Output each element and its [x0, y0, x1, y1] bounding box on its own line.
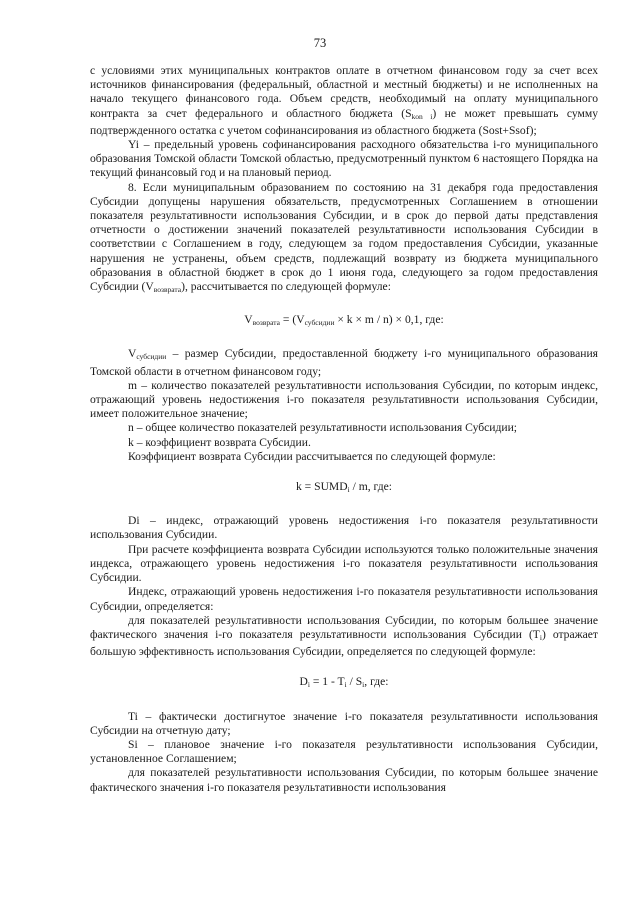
page-number: 73	[313, 36, 327, 50]
paragraph-higher-is-better-continued: для показателей результативности использования Субсидии, по которым большее значение фактического значения i-го показателя результативности использования	[90, 766, 598, 794]
paragraph-si-definition: Si – плановое значение i-го показателя результативности использования Субсидии, установленное Соглашением;	[90, 737, 598, 766]
paragraph-k-formula-intro: Коэффициент возврата Субсидии рассчитывается по следующей формуле:	[128, 449, 496, 463]
paragraph-yi-definition: Yi – предельный уровень софинансирования расходного обязательства i-го муниципального образования Томской области Томской областью, предусмотренный пунктом 6 настоящего Порядка на текущий финансовый год и на плановый период.	[90, 138, 598, 180]
document-body	[90, 64, 598, 795]
formula-di: $D_i = 1 - T_i / S_i$, где:	[299, 675, 389, 690]
paragraph-continuation: с условиями этих муниципальных контрактов оплате в отчетном финансовом году за счет всех источников финансирования (федеральный, областной и местный бюджеты) и не исполненных на начало текущего финансового года. Объем средств, необходимый на оплату муниципального контракта за счет федерального и областного бюджета $(S_{kon i})$ не может превышать сумму подтвержденного остатка с учетом софинансирования из областного бюджета (Sost+Ssof);	[90, 64, 598, 137]
paragraph-m-definition: m – количество показателей результативности использования Субсидии, по которым индекс, отражающий уровень недостижения i-го показателя результативности использования Субсидии, имеет положительное значение;	[90, 378, 598, 421]
paragraph-index-determination: Индекс, отражающий уровень недостижения i-го показателя результативности использования Субсидии, определяется:	[90, 585, 598, 613]
paragraph-di-definition: Di – индекс, отражающий уровень недостижения i-го показателя результативности использования Субсидии.	[90, 514, 598, 542]
paragraph-k-definition: k – коэффициент возврата Субсидии.	[128, 435, 311, 449]
paragraph-ti-definition: Ti – фактически достигнутое значение i-го показателя результативности использования Субсидии на отчетную дату;	[90, 709, 598, 737]
paragraph-positive-values: При расчете коэффициента возврата Субсидии используются только положительные значения индекса, отражающего уровень недостижения i-го показателя результативности использования Субсидии.	[90, 542, 598, 585]
paragraph-n-definition: n – общее количество показателей результативности использования Субсидии;	[128, 421, 518, 435]
formula-v-return: $V_{возврата} = (V_{субсидии} \times k \times m / n) \times 0,1$, где:	[244, 313, 444, 328]
paragraph-higher-is-better: для показателей результативности использования Субсидии, по которым большее значение фактического значения i-го показателя результативности использования Субсидии $(T_i)$ отражает большую эффективность использования Субсидии, определяется по следующей формуле:	[90, 613, 598, 659]
paragraph-item-8: 8. Если муниципальным образованием по состоянию на 31 декабря года предоставления Субсидии допущены нарушения обязательств, предусмотренных Соглашением в отношении показателя результативности использования Субсидии, и в срок до первой даты представления отчетности о достижении значений показателей результативности использования Субсидии в соответствии с Соглашением в году, следующем за годом предоставления Субсидии, указанные нарушения не устранены, объем средств, подлежащий возврату из бюджета муниципального образования в областной бюджет в срок до 1 июня года, следующего за годом предоставления Субсидии $(V_{возврата})$, рассчитывается по следующей формуле:	[90, 180, 598, 295]
paragraph-v-subsidy-definition: $V_{субсидии}$ – размер Субсидии, предоставленной бюджету i-го муниципального образования Томской области в отчетном финансовом году;	[90, 347, 598, 378]
formula-k: $k = SUMD_i / m$, где:	[295, 480, 392, 495]
